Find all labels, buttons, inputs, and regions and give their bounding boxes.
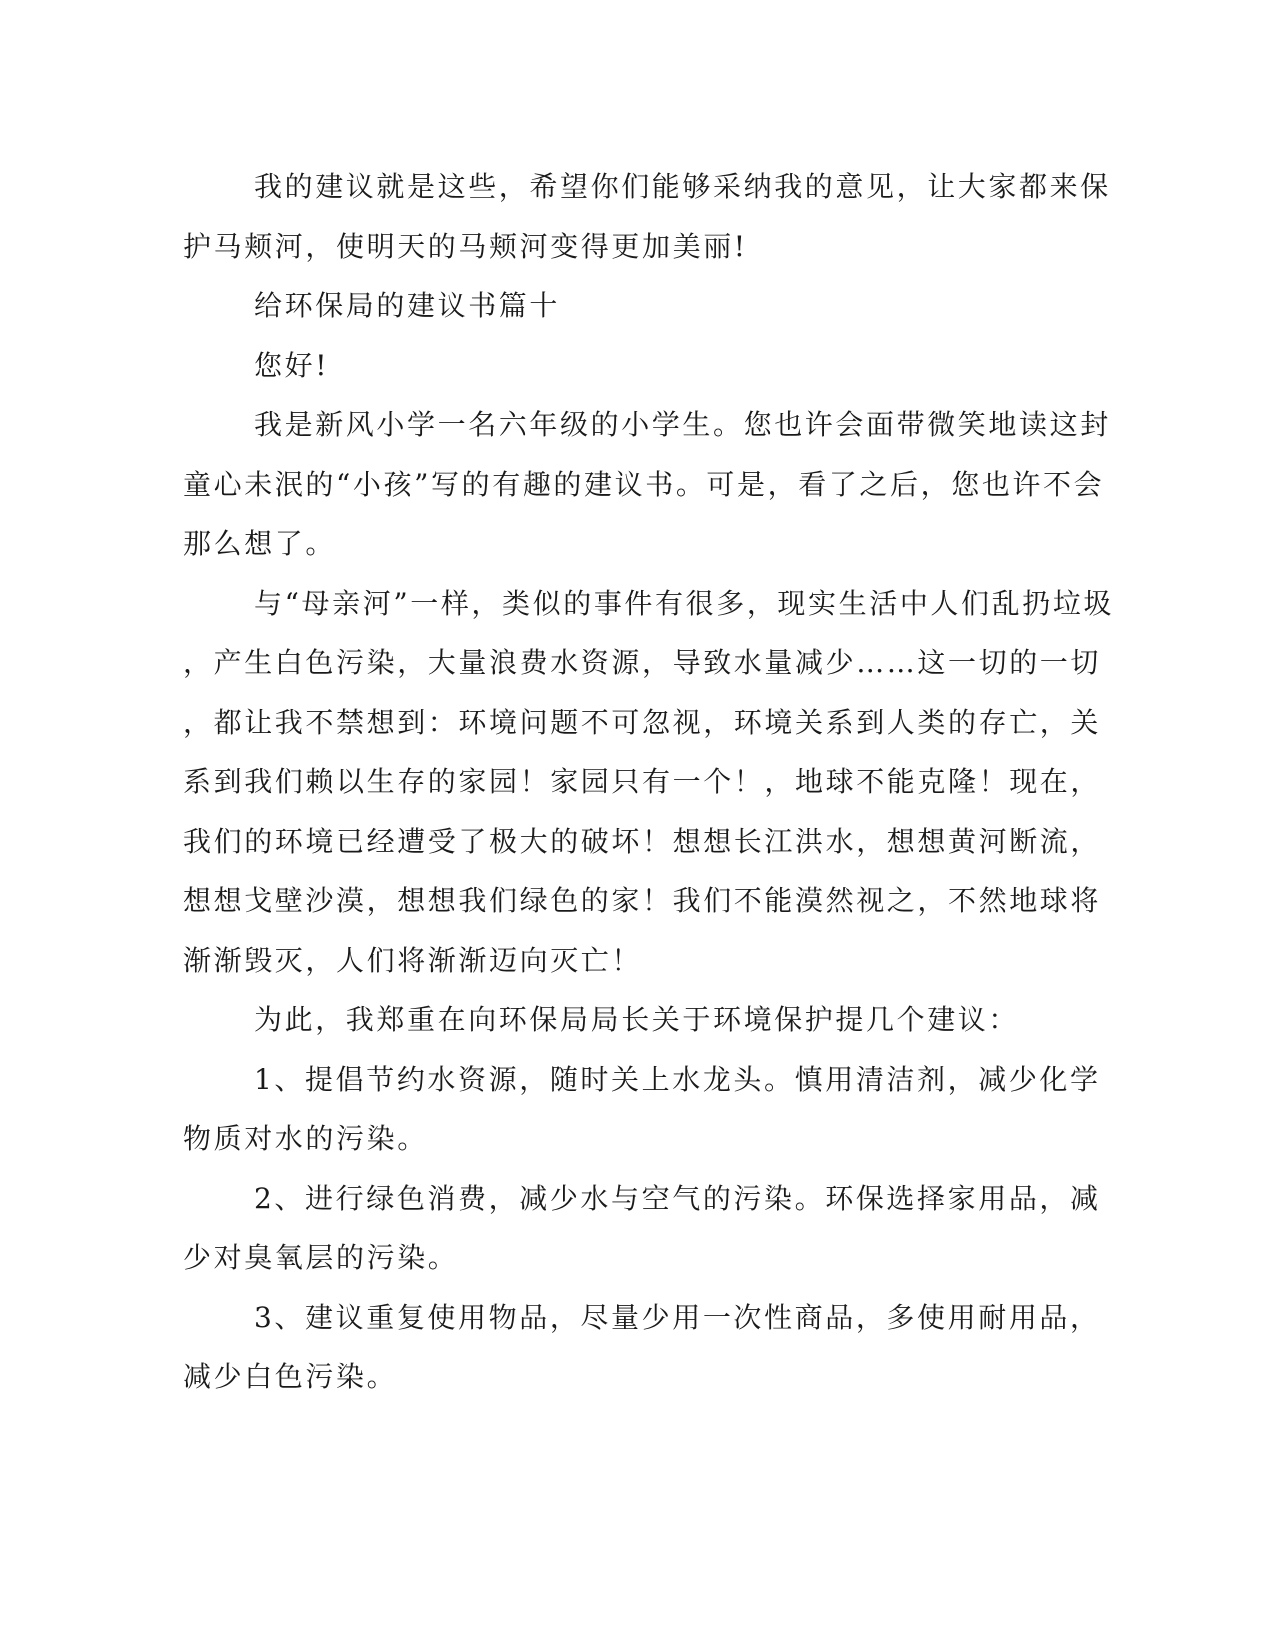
paragraph-line: 想想戈壁沙漠，想想我们绿色的家！我们不能漠然视之，不然地球将 — [183, 884, 1102, 917]
paragraph-line: 护马颊河，使明天的马颊河变得更加美丽! — [183, 229, 748, 263]
paragraph-line: 那么想了。 — [183, 527, 337, 560]
intro-paragraph — [183, 395, 1111, 574]
closing-paragraph — [183, 157, 1111, 276]
section-heading — [183, 276, 1063, 336]
paragraph-line: 系到我们赖以生存的家园！家园只有一个！，地球不能克隆！现在， — [183, 765, 1102, 798]
paragraph-line: 我是新风小学一名六年级的小学生。您也许会面带微笑地读这封 — [254, 408, 1111, 441]
paragraph-line: 我的建议就是这些，希望你们能够采纳我的意见，让大家都来保 — [254, 170, 1111, 203]
paragraph-line: 物质对水的污染。 — [183, 1122, 428, 1155]
environment-paragraph — [183, 574, 1115, 991]
suggestion-2 — [183, 1169, 1101, 1288]
heading-line: 给环保局的建议书篇十 — [254, 289, 561, 322]
paragraph-line: 渐渐毁灭，人们将渐渐迈向灭亡！ — [183, 943, 643, 977]
paragraph-line: 为此，我郑重在向环保局局长关于环境保护提几个建议： — [254, 1003, 1020, 1036]
suggestion-1 — [183, 1050, 1101, 1169]
proposal-intro — [183, 990, 1063, 1050]
suggestion-3 — [183, 1288, 1101, 1407]
paragraph-line: 1、提倡节约水资源，随时关上水龙头。慎用清洁剂，减少化学 — [254, 1062, 1101, 1096]
paragraph-line: 少对臭氧层的污染。 — [183, 1241, 459, 1274]
paragraph-line: 与“母亲河”一样，类似的事件有很多，现实生活中人们乱扔垃圾 — [254, 586, 1115, 620]
paragraph-line: 3、建议重复使用物品，尽量少用一次性商品，多使用耐用品， — [254, 1300, 1101, 1334]
paragraph-line: 2、进行绿色消费，减少水与空气的污染。环保选择家用品，减 — [254, 1181, 1101, 1215]
document-body — [183, 157, 1115, 1407]
paragraph-line: 童心未泯的“小孩”写的有趣的建议书。可是，看了之后，您也许不会 — [183, 467, 1105, 501]
paragraph-line: ，产生白色污染，大量浪费水资源，导致水量减少……这一切的一切 — [183, 646, 1102, 679]
paragraph-line: ，都让我不禁想到：环境问题不可忽视，环境关系到人类的存亡，关 — [183, 705, 1102, 739]
paragraph-line: 我们的环境已经遭受了极大的破坏！想想长江洪水，想想黄河断流， — [183, 824, 1102, 858]
greeting — [183, 336, 1063, 396]
paragraph-line: 减少白色污染。 — [183, 1360, 398, 1393]
greeting-line: 您好! — [254, 348, 330, 382]
